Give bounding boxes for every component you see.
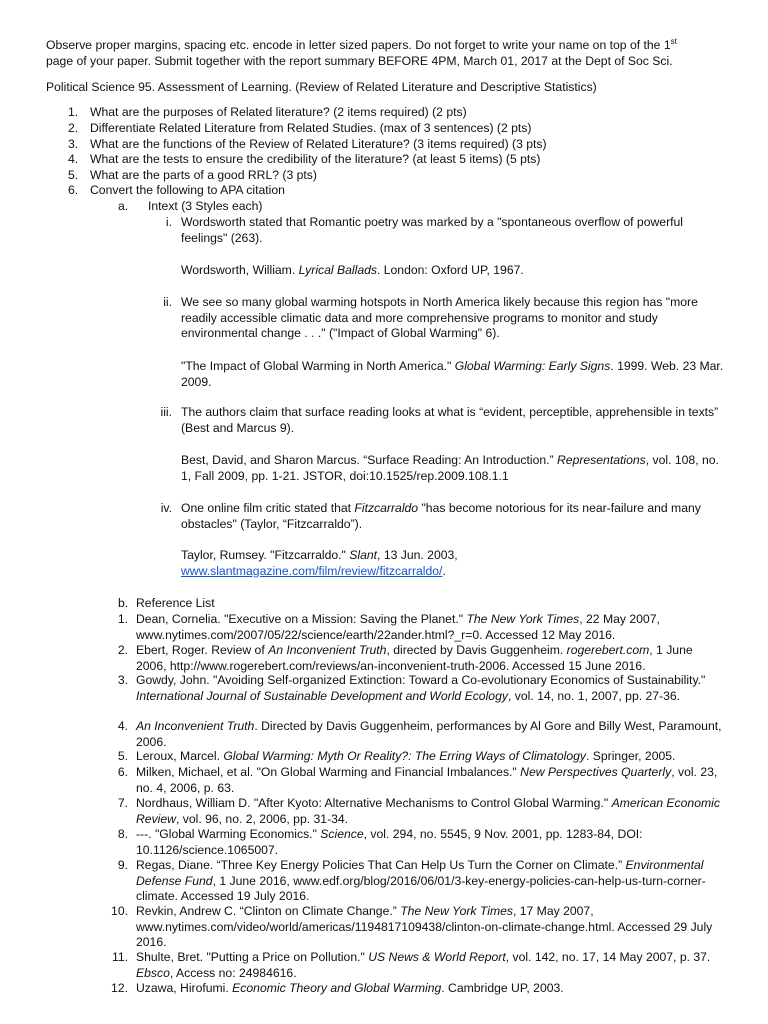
intext-item-number: iv. <box>160 501 172 515</box>
source-text: "The Impact of Global Warming in North America." <box>181 359 455 373</box>
ref-title: New Perspectives Quarterly <box>520 765 672 779</box>
reference-number: 5. <box>117 749 128 763</box>
reference-entry <box>136 827 726 858</box>
intext-source <box>181 359 726 390</box>
question-number: 3. <box>68 137 79 151</box>
ref-title: Ebsco <box>136 965 170 980</box>
reference-number: 3. <box>117 673 128 687</box>
ref-text: , vol. 23, no. 4, 2006, p. 63. <box>136 765 718 795</box>
quote-text: "has become notorious for its near-failure and many obstacles" (Taylor, “Fitzcarraldo”). <box>181 501 701 531</box>
quote-title: Fitzcarraldo <box>354 501 419 515</box>
ref-title: International Journal of Sustainable Development and World Ecology <box>136 688 508 703</box>
ref-text: , directed by Davis Guggenheim. <box>386 643 567 657</box>
ref-title: US News & World Report <box>368 950 506 964</box>
ref-text: , vol. 96, no. 2, 2006, pp. 31-34. <box>175 811 349 826</box>
ref-title: Environmental Defense Fund <box>136 858 704 888</box>
source-title: Representations <box>556 453 646 467</box>
question-text: What are the purposes of Related literature? (2 items required) (2 pts) <box>90 105 467 119</box>
intext-item-number: iii. <box>160 405 172 419</box>
source-text: . 1999. Web. 23 Mar. 2009. <box>181 359 724 389</box>
intext-quote: The authors claim that surface reading looks at what is “evident, perceptible, apprehensible in texts” (Best and Marcus 9). <box>181 405 719 435</box>
source-title: Slant <box>349 548 378 562</box>
reference-entry <box>136 796 726 827</box>
reference-number: 9. <box>117 858 128 872</box>
ref-text: Gowdy, John. "Avoiding Self-organized Extinction: Toward a Co-evolutionary Economics of Sustainability." <box>136 673 706 687</box>
reference-entry <box>136 643 726 674</box>
source-text: . <box>442 563 446 578</box>
source-text: Wordsworth, William. <box>181 263 299 277</box>
ref-text: Uzawa, Hirofumi. <box>136 981 233 995</box>
instructions-text: Observe proper margins, spacing etc. encode in letter sized papers. Do not forget to write your name on top of the 1 <box>46 38 671 52</box>
reference-entry <box>136 765 726 796</box>
ref-title: The New York Times <box>400 904 513 918</box>
question-number: 2. <box>68 121 79 135</box>
source-title: Lyrical Ballads <box>298 263 377 277</box>
reference-number: 4. <box>117 719 128 733</box>
ref-title: Economic Theory and Global Warming <box>232 981 442 995</box>
intext-quote: Wordsworth stated that Romantic poetry was marked by a "spontaneous overflow of powerful feelings" (263). <box>181 215 684 245</box>
source-text: Taylor, Rumsey. "Fitzcarraldo." <box>181 548 350 562</box>
question-text: Convert the following to APA citation <box>90 183 285 197</box>
ref-title: An Inconvenient Truth <box>136 719 255 733</box>
quote-text: One online film critic stated that <box>181 501 355 515</box>
intext-source <box>181 453 726 484</box>
reference-number: 1. <box>117 612 128 626</box>
instructions-line-1 <box>46 38 726 54</box>
ref-text: Milken, Michael, et al. "On Global Warming and Financial Imbalances." <box>136 765 521 779</box>
intext-title: Intext (3 Styles each) <box>148 199 263 213</box>
ref-text: , vol. 294, no. 5545, 9 Nov. 2001, pp. 1283-84, DOI: 10.1126/science.1065007. <box>136 827 643 857</box>
reference-entry <box>136 950 726 981</box>
ref-text: , Access no: 24984616. <box>169 965 297 980</box>
ref-title: The New York Times <box>466 612 580 626</box>
ref-text: , 1 June 2016, www.edf.org/blog/2016/06/01/3-key-energy-policies-can-help-us-turn-corner-climate. Accessed 19 July 2016. <box>136 873 706 904</box>
reference-entry <box>136 612 726 643</box>
intext-item-number: i. <box>165 215 172 229</box>
reference-number: 10. <box>111 904 128 918</box>
intext-quote <box>181 501 726 532</box>
reference-list-title: Reference List <box>136 596 215 610</box>
question-number: 1. <box>68 105 79 119</box>
ref-title: Science <box>320 827 364 841</box>
ref-text: Revkin, Andrew C. “Clinton on Climate Change.” <box>136 904 401 918</box>
slant-link[interactable]: www.slantmagazine.com/film/review/fitzcarraldo/ <box>181 563 443 578</box>
source-title: Global Warming: Early Signs <box>454 359 611 373</box>
intext-quote: We see so many global warming hotspots in North America likely because this region has "more readily accessible climatic data and more comprehensive programs to monitor and study environmental change . . ." ("Impact of Global Warming" 6). <box>181 295 698 341</box>
intext-source <box>181 548 726 579</box>
reference-entry <box>136 719 726 750</box>
ref-title: American Economic Review <box>136 796 720 826</box>
ref-text: . Directed by Davis Guggenheim, performances by Al Gore and Billy West, Paramount, 2006. <box>136 719 722 749</box>
ref-text: , 22 May 2007, www.nytimes.com/2007/05/22/science/earth/22ander.html?_r=0. Accessed 12 May 2016. <box>136 612 660 642</box>
question-text: Differentiate Related Literature from Related Studies. (max of 3 sentences) (2 pts) <box>90 121 532 135</box>
ref-text: ---. "Global Warming Economics." <box>136 827 321 841</box>
reference-entry <box>136 981 726 997</box>
reference-entry <box>136 749 726 765</box>
ref-text: . Springer, 2005. <box>585 749 676 763</box>
reference-list-label: b. <box>118 596 129 610</box>
ref-text: Regas, Diane. “Three Key Energy Policies That Can Help Us Turn the Corner on Climate.” <box>136 858 626 872</box>
reference-number: 2. <box>117 643 128 657</box>
reference-number: 11. <box>111 950 128 964</box>
ref-text: Dean, Cornelia. "Executive on a Mission: Saving the Planet." <box>136 612 467 626</box>
question-text: What are the functions of the Review of Related Literature? (3 items required) (3 pts) <box>90 137 547 151</box>
question-text: What are the parts of a good RRL? (3 pts) <box>90 168 317 182</box>
source-text: . London: Oxford UP, 1967. <box>376 263 524 277</box>
ref-text: Shulte, Bret. "Putting a Price on Pollution." <box>136 950 369 964</box>
intext-label: a. <box>118 199 129 213</box>
ref-title: An Inconvenient Truth <box>268 643 387 657</box>
question-text: What are the tests to ensure the credibility of the literature? (at least 5 items) (5 pts) <box>90 152 541 166</box>
ref-text: Leroux, Marcel. <box>136 749 224 763</box>
intext-source <box>181 263 726 279</box>
ref-text: , vol. 142, no. 17, 14 May 2007, p. 37. <box>505 950 711 964</box>
instructions-line-2: page of your paper. Submit together with the report summary BEFORE 4PM, March 01, 2017 at the Dept of Soc Sci. <box>46 54 673 68</box>
question-number: 4. <box>68 152 79 166</box>
ref-text: Ebert, Roger. Review of <box>136 643 269 657</box>
reference-number: 6. <box>117 765 128 779</box>
question-number: 6. <box>68 183 79 197</box>
ref-text: , vol. 14, no. 1, 2007, pp. 27-36. <box>507 688 681 703</box>
source-text: , 13 Jun. 2003, <box>377 548 458 562</box>
ref-text: . Cambridge UP, 2003. <box>441 981 564 995</box>
question-number: 5. <box>68 168 79 182</box>
reference-number: 8. <box>117 827 128 841</box>
reference-number: 7. <box>117 796 128 810</box>
ref-text: , 17 May 2007, www.nytimes.com/video/world/americas/1194817109438/clinton-on-climate-change.html. Accessed 29 July 2016. <box>136 904 713 950</box>
source-text: Best, David, and Sharon Marcus. “Surface Reading: An Introduction.” <box>181 453 557 467</box>
reference-entry <box>136 673 726 704</box>
ref-title: Global Warming: Myth Or Reality?: The Erring Ways of Climatology <box>223 749 586 763</box>
intext-item-number: ii. <box>163 295 172 309</box>
course-title: Political Science 95. Assessment of Learning. (Review of Related Literature and Descriptive Statistics) <box>46 80 597 94</box>
reference-number: 12. <box>111 981 128 995</box>
source-text: , vol. 108, no. 1, Fall 2009, pp. 1-21. JSTOR, doi:10.1525/rep.2009.108.1.1 <box>181 453 719 483</box>
ref-text: Nordhaus, William D. "After Kyoto: Alternative Mechanisms to Control Global Warming." <box>136 796 612 810</box>
reference-entry <box>136 904 726 951</box>
ref-title: rogerebert.com <box>566 643 650 657</box>
superscript: st <box>670 36 677 46</box>
reference-entry <box>136 858 726 905</box>
ref-text: , 1 June 2006, http://www.rogerebert.com/reviews/an-inconvenient-truth-2006. Accessed 15 June 2016. <box>136 643 693 673</box>
